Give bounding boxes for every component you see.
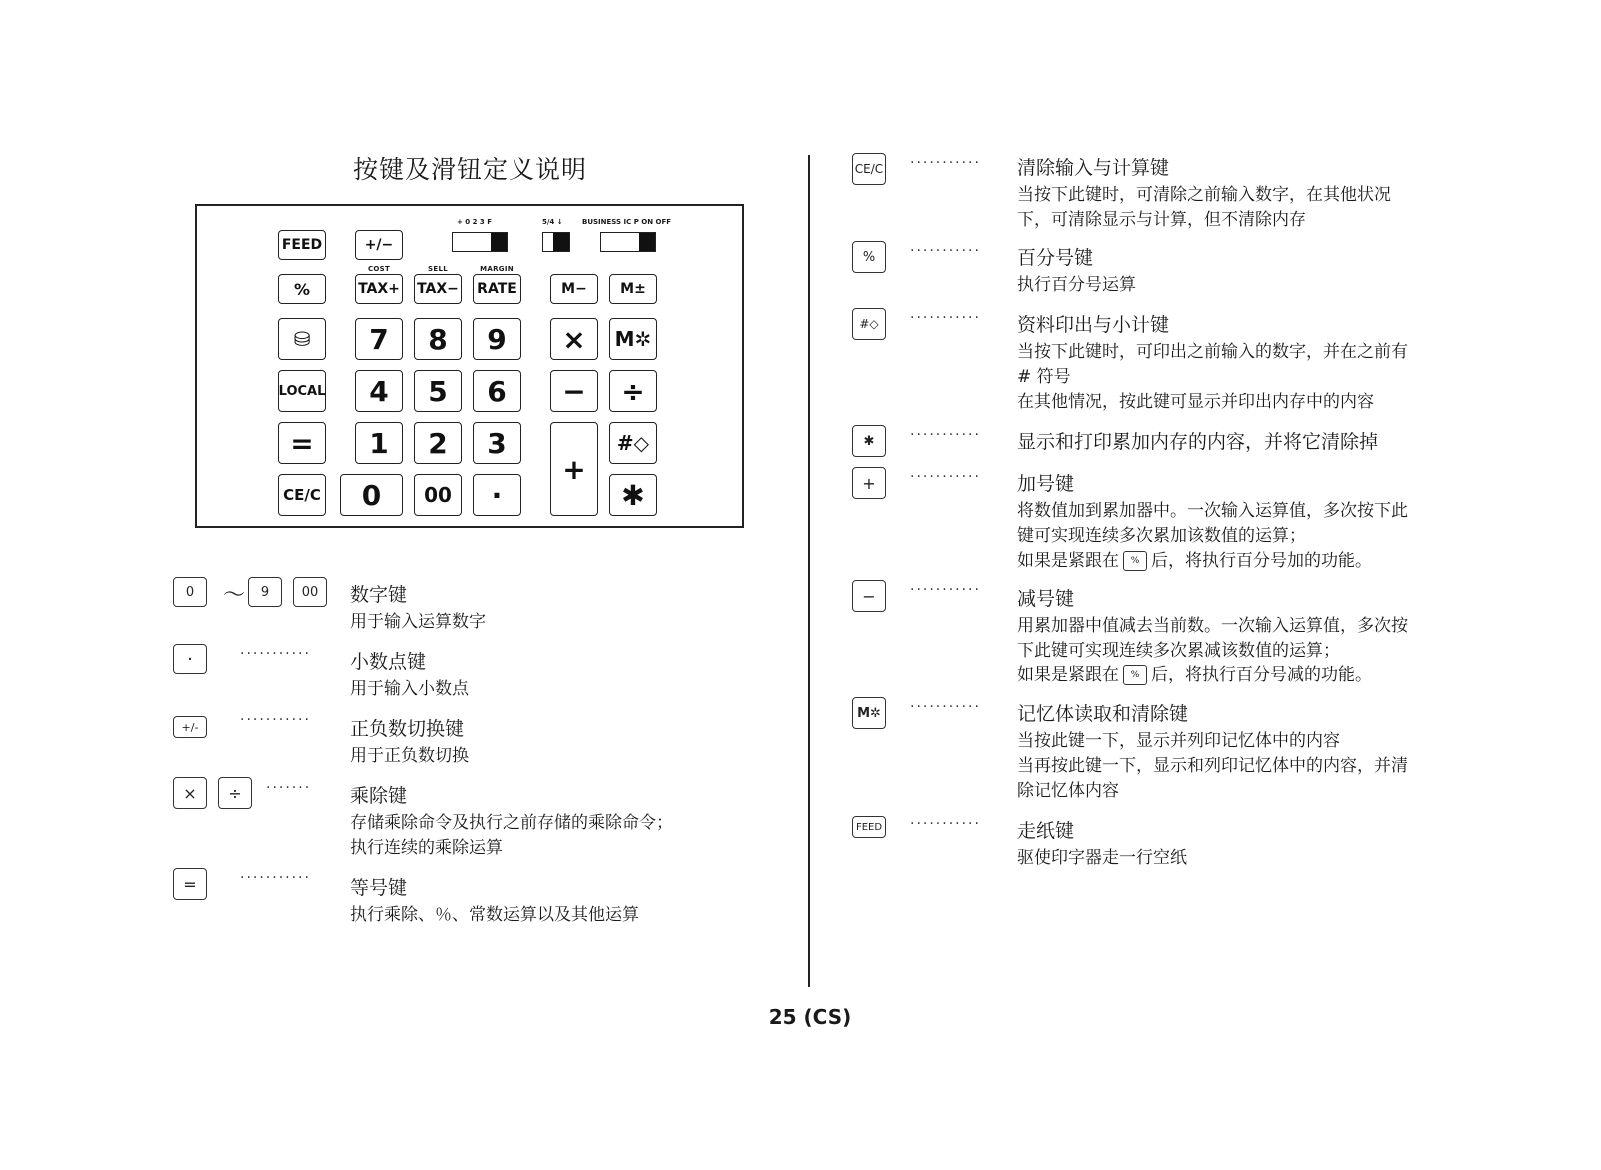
- leader-dots: ···········: [910, 427, 981, 443]
- entry-title: 资料印出与小计键: [1017, 314, 1170, 336]
- decimal-point-key[interactable]: ·: [473, 474, 521, 516]
- entry-title: 等号键: [350, 877, 408, 899]
- mode-switch[interactable]: [600, 232, 656, 252]
- key-4[interactable]: 4: [355, 370, 403, 412]
- key-6[interactable]: 6: [473, 370, 521, 412]
- subtotal-key-icon: #◇: [852, 308, 886, 340]
- multiply-key[interactable]: ×: [550, 318, 598, 360]
- page-number: 25 (CS): [768, 1005, 852, 1029]
- entry-line: 当再按此键一下，显示和列印记忆体中的内容，并清: [1017, 756, 1408, 776]
- digit-9-key-icon: 9: [248, 577, 282, 607]
- column-divider: [808, 155, 810, 987]
- entry-line: 存储乘除命令及执行之前存储的乘除命令；: [350, 813, 673, 833]
- entry-line: 用累加器中值减去当前数。一次输入运算值，多次按: [1017, 616, 1408, 636]
- entry-title: 记忆体读取和清除键: [1017, 703, 1189, 725]
- divide-key[interactable]: ÷: [609, 370, 657, 412]
- keypad-diagram: [195, 204, 744, 528]
- leader-dots: ···········: [910, 469, 981, 485]
- mode-switch-label: BUSINESS IC P ON OFF: [582, 218, 672, 226]
- entry-line: 将数值加到累加器中。一次输入运算值，多次按下此: [1017, 501, 1408, 521]
- minus-key[interactable]: −: [550, 370, 598, 412]
- leader-dots: ···········: [910, 582, 981, 598]
- sell-label: SELL: [428, 265, 448, 273]
- entry-line: # 符号: [1017, 367, 1071, 387]
- entry-line: 下此键可实现连续多次累减该数值的运算；: [1017, 641, 1340, 661]
- decimal-switch[interactable]: [452, 232, 508, 252]
- coin-key[interactable]: ⛁: [278, 318, 326, 360]
- entry-title: 加号键: [1017, 473, 1075, 495]
- leader-dots: ···········: [240, 646, 311, 662]
- key-0[interactable]: 0: [340, 474, 403, 516]
- percent-key[interactable]: %: [278, 274, 326, 304]
- leader-dots: ···········: [910, 310, 981, 326]
- plus-minus-key[interactable]: +/−: [355, 230, 403, 260]
- minus-key-icon: −: [852, 580, 886, 612]
- memory-recall-key[interactable]: M✲: [609, 318, 657, 360]
- leader-dots: ·······: [266, 780, 312, 796]
- entry-line: 下，可清除显示与计算，但不清除内存: [1017, 210, 1306, 230]
- entry-title: 小数点键: [350, 651, 427, 673]
- total-key[interactable]: ✱: [609, 474, 657, 516]
- entry-title: 乘除键: [350, 785, 408, 807]
- key-00[interactable]: 00: [414, 474, 462, 516]
- plus-key[interactable]: +: [550, 422, 598, 516]
- percent-key-icon: %: [1123, 551, 1147, 571]
- percent-key-icon: %: [1123, 665, 1147, 685]
- memory-minus-key[interactable]: M−: [550, 274, 598, 304]
- entry-title: 走纸键: [1017, 820, 1075, 842]
- decimal-switch-label: + 0 2 3 F: [457, 218, 493, 226]
- leader-dots: ···········: [910, 816, 981, 832]
- entry-line: 执行百分号运算: [1017, 275, 1136, 295]
- entry-line: 如果是紧跟在 % 后，将执行百分号减的功能。: [1017, 665, 1372, 685]
- multiply-key-icon: ×: [173, 777, 207, 809]
- key-9[interactable]: 9: [473, 318, 521, 360]
- range-tilde: 〜: [223, 583, 246, 608]
- entry-title: 正负数切换键: [350, 718, 465, 740]
- feed-key-icon: FEED: [852, 816, 886, 838]
- leader-dots: ···········: [910, 243, 981, 259]
- tax-plus-key[interactable]: TAX+: [355, 274, 403, 304]
- entry-line: 当按此键一下，显示并列印记忆体中的内容: [1017, 731, 1340, 751]
- tax-minus-key[interactable]: TAX−: [414, 274, 462, 304]
- decimal-key-icon: ·: [173, 644, 207, 674]
- cost-label: COST: [367, 265, 391, 273]
- key-5[interactable]: 5: [414, 370, 462, 412]
- entry-line: 用于正负数切换: [350, 746, 469, 766]
- key-8[interactable]: 8: [414, 318, 462, 360]
- entry-line: 键可实现连续多次累加该数值的运算；: [1017, 526, 1306, 546]
- total-key-icon: ✱: [852, 425, 886, 457]
- leader-dots: ···········: [910, 699, 981, 715]
- key-1[interactable]: 1: [355, 422, 403, 464]
- leader-dots: ···········: [240, 870, 311, 886]
- clear-key[interactable]: CE/C: [278, 474, 326, 516]
- divide-key-icon: ÷: [218, 777, 252, 809]
- page-title: 按键及滑钮定义说明: [352, 155, 587, 184]
- key-2[interactable]: 2: [414, 422, 462, 464]
- entry-title: 显示和打印累加内存的内容，并将它清除掉: [1017, 431, 1379, 453]
- clear-key-icon: CE/C: [852, 153, 886, 185]
- entry-title: 百分号键: [1017, 247, 1094, 269]
- rounding-switch-label: 5/4 ↓: [542, 218, 563, 226]
- rounding-switch[interactable]: [542, 232, 570, 252]
- memory-recall-key-icon: M✲: [852, 697, 886, 729]
- entry-line: 驱使印字器走一行空纸: [1017, 848, 1187, 868]
- equals-key-icon: =: [173, 868, 207, 900]
- entry-line: 除记忆体内容: [1017, 781, 1119, 801]
- entry-title: 清除输入与计算键: [1017, 157, 1170, 179]
- entry-title: 数字键: [350, 584, 408, 606]
- entry-line: 用于输入小数点: [350, 679, 469, 699]
- margin-label: MARGIN: [480, 265, 514, 273]
- entry-title: 减号键: [1017, 588, 1075, 610]
- entry-line: 如果是紧跟在 % 后，将执行百分号加的功能。: [1017, 551, 1372, 571]
- entry-line: 执行连续的乘除运算: [350, 838, 503, 858]
- rate-key[interactable]: RATE: [473, 274, 521, 304]
- digit-00-key-icon: 00: [293, 577, 327, 607]
- key-7[interactable]: 7: [355, 318, 403, 360]
- memory-plus-key[interactable]: M±: [609, 274, 657, 304]
- entry-line: 当按下此键时，可清除之前输入数字，在其他状况: [1017, 185, 1391, 205]
- key-3[interactable]: 3: [473, 422, 521, 464]
- plus-minus-key-icon: +/-: [173, 716, 207, 738]
- entry-line: 执行乘除、％、常数运算以及其他运算: [350, 905, 639, 925]
- percent-key-icon: %: [852, 241, 886, 273]
- leader-dots: ···········: [240, 712, 311, 728]
- entry-line: 用于输入运算数字: [350, 612, 486, 632]
- local-key[interactable]: LOCAL: [278, 370, 326, 412]
- entry-line: 当按下此键时，可印出之前输入的数字，并在之前有: [1017, 342, 1408, 362]
- subtotal-key[interactable]: #◇: [609, 422, 657, 464]
- equals-key[interactable]: =: [278, 422, 326, 464]
- leader-dots: ···········: [910, 155, 981, 171]
- digit-0-key-icon: 0: [173, 577, 207, 607]
- entry-line: 在其他情况，按此键可显示并印出内存中的内容: [1017, 392, 1374, 412]
- feed-key[interactable]: FEED: [278, 230, 326, 260]
- plus-key-icon: +: [852, 467, 886, 499]
